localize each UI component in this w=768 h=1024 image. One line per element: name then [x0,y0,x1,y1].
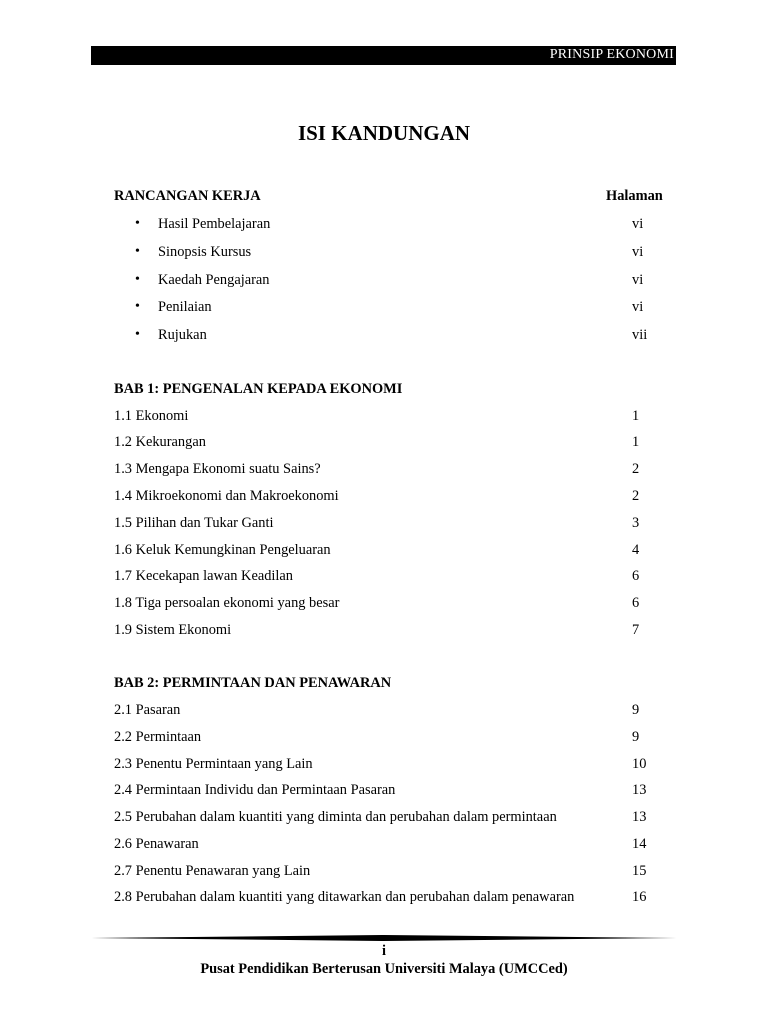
toc-entry-label: 1.4 Mikroekonomi dan Makroekonomi [114,488,339,504]
toc-entry-label: 2.5 Perubahan dalam kuantiti yang diminta dan perubahan dalam permintaan [114,809,557,825]
footer-page-number: i [382,943,386,959]
page-column-label: Halaman [606,188,663,204]
toc-entry-label: Kaedah Pengajaran [158,272,270,288]
toc-entry-page: vii [632,327,648,343]
running-header-title: PRINSIP EKONOMI [549,47,674,62]
section-heading-bab2: BAB 2: PERMINTAAN DAN PENAWARAN [114,675,392,691]
toc-entry-label: 1.7 Kecekapan lawan Keadilan [114,568,293,584]
toc-entry-page: vi [632,299,644,315]
toc-entry-page: 16 [632,889,647,905]
toc-entry-page: vi [632,244,644,260]
toc-entry-page: 2 [632,461,640,477]
toc-entry-label: 1.3 Mengapa Ekonomi suatu Sains? [114,461,321,477]
toc-entry-label: 2.3 Penentu Permintaan yang Lain [114,756,313,772]
toc-entry-page: 14 [632,836,647,852]
toc-entry-label: 1.8 Tiga persoalan ekonomi yang besar [114,595,340,611]
bullet-icon: • [135,272,140,287]
toc-entry-page: 6 [632,568,640,584]
toc-entry-label: Rujukan [158,327,207,343]
toc-entry-page: 3 [632,515,640,531]
toc-entry-label: 1.9 Sistem Ekonomi [114,622,232,638]
toc-entry-label: Penilaian [158,299,212,315]
toc-entry-page: 1 [632,434,640,450]
toc-entry-page: 15 [632,863,647,879]
toc-entry-label: 2.8 Perubahan dalam kuantiti yang ditawarkan dan perubahan dalam penawaran [114,889,575,905]
toc-entry-page: 7 [632,622,640,638]
toc-entry-page: 13 [632,809,647,825]
footer-institution: Pusat Pendidikan Berterusan Universiti Malaya (UMCCed) [200,961,568,977]
toc-entry-label: 1.5 Pilihan dan Tukar Ganti [114,515,274,531]
toc-entry-page: vi [632,216,644,232]
bullet-icon: • [135,327,140,342]
toc-entry-label: 2.1 Pasaran [114,702,181,718]
toc-entry-label: 1.1 Ekonomi [114,408,189,424]
bullet-icon: • [135,244,140,259]
toc-entry-page: 1 [632,408,640,424]
toc-entry-page: vi [632,272,644,288]
toc-entry-page: 9 [632,729,640,745]
toc-entry-label: 2.4 Permintaan Individu dan Permintaan Pasaran [114,782,396,798]
toc-entry-page: 2 [632,488,640,504]
toc-entry-label: 2.2 Permintaan [114,729,202,745]
page-title: ISI KANDUNGAN [297,121,471,145]
toc-entry-page: 13 [632,782,647,798]
toc-entry-label: 1.6 Keluk Kemungkinan Pengeluaran [114,542,331,558]
toc-entry-label: 2.7 Penentu Penawaran yang Lain [114,863,311,879]
toc-entry-page: 6 [632,595,640,611]
footer-divider [91,935,677,941]
toc-entry-label: 1.2 Kekurangan [114,434,206,450]
toc-entry-label: Sinopsis Kursus [158,244,252,260]
toc-entry-page: 10 [632,756,647,772]
bullet-icon: • [135,299,140,314]
bullet-icon: • [135,216,140,231]
section-heading-rancangan: RANCANGAN KERJA [114,188,261,204]
toc-entry-label: 2.6 Penawaran [114,836,199,852]
toc-entry-page: 9 [632,702,640,718]
section-heading-bab1: BAB 1: PENGENALAN KEPADA EKONOMI [114,381,403,397]
toc-entry-page: 4 [632,542,640,558]
toc-entry-label: Hasil Pembelajaran [158,216,271,232]
running-header-bar [91,46,676,65]
